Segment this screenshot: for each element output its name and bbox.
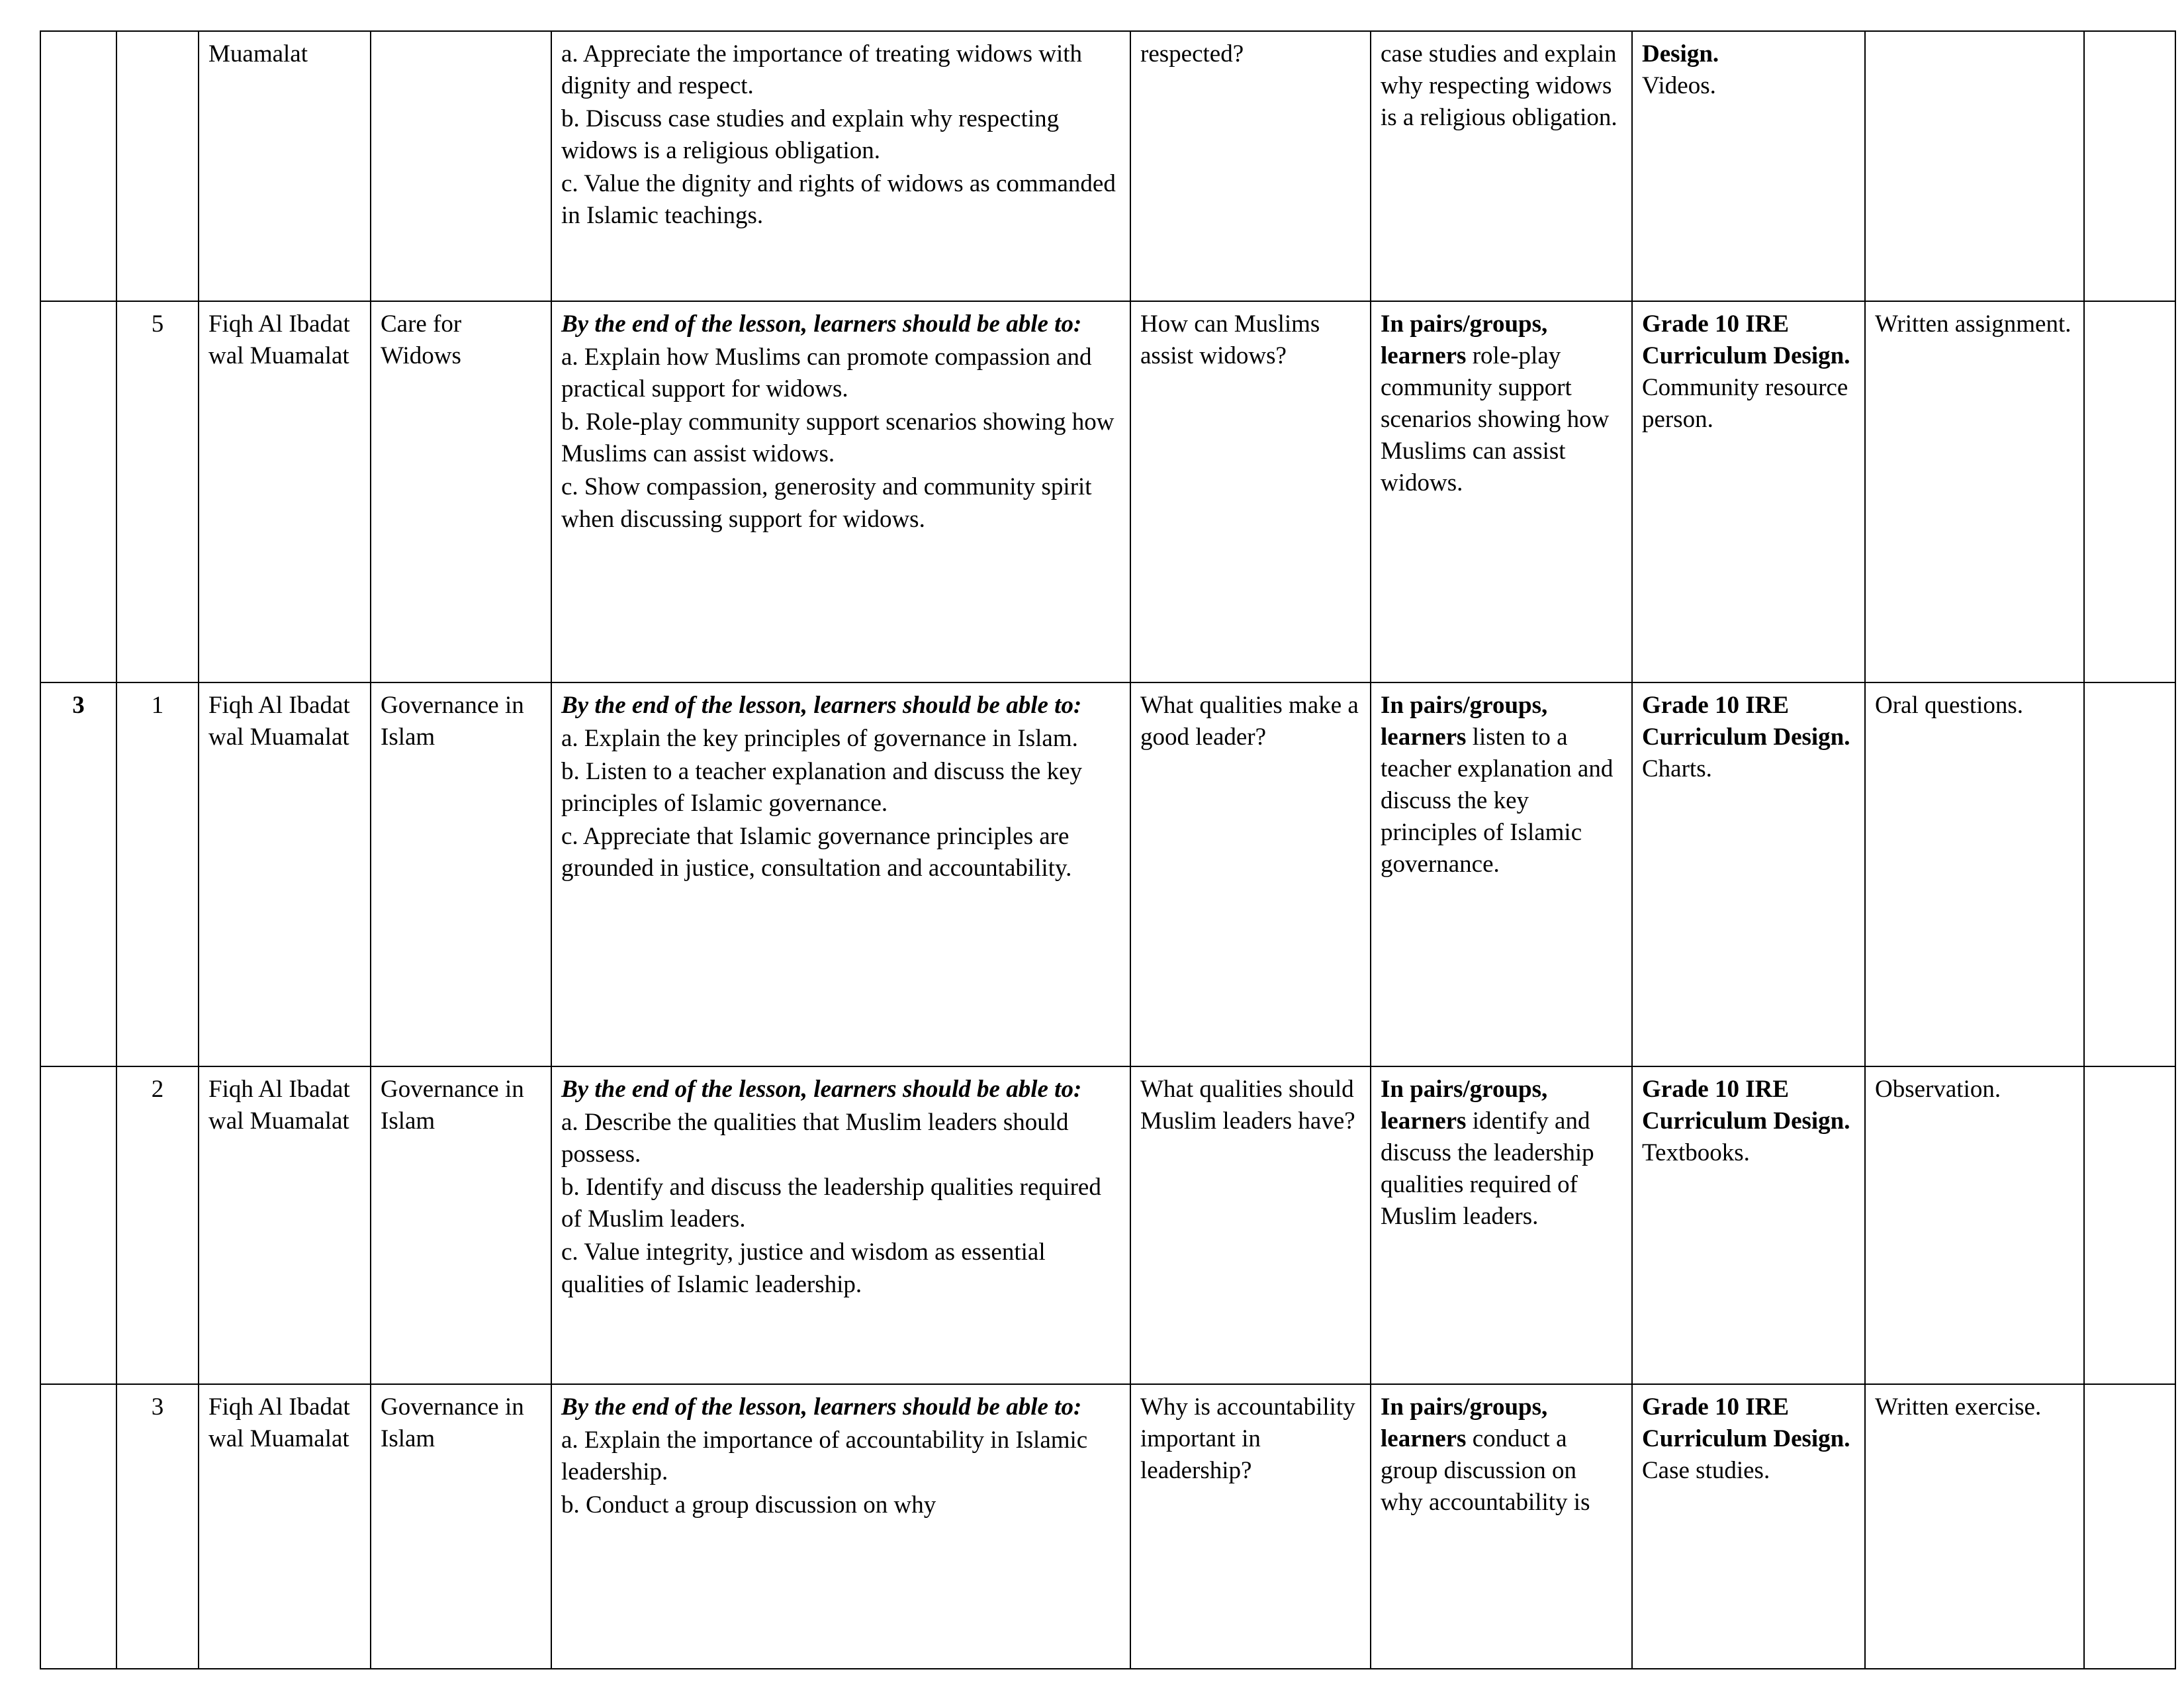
cell-lesson: 3	[116, 1384, 199, 1669]
cell-week	[40, 31, 116, 301]
cell-learning-resources	[1632, 682, 1865, 1066]
outcome-item: b. Listen to a teacher explanation and discuss the key principles of Islamic governance.	[561, 758, 1083, 818]
outcome-item: a. Explain how Muslims can promote compassion and practical support for widows.	[561, 344, 1092, 403]
cell-reflection	[2084, 1066, 2175, 1384]
experience-rest: conduct a group discussion on why accountability is	[1381, 1425, 1590, 1517]
cell-substrand: Care for Widows	[371, 301, 551, 682]
outcome-item: c. Value the dignity and rights of widows as commanded in Islamic teachings.	[561, 170, 1116, 230]
cell-week	[40, 1066, 116, 1384]
cell-learning-experience	[1371, 1066, 1632, 1384]
cell-learning-experience	[1371, 31, 1632, 301]
outcome-item: b. Discuss case studies and explain why respecting widows is a religious obligation.	[561, 105, 1060, 165]
outcome-item: a. Describe the qualities that Muslim leaders should possess.	[561, 1109, 1069, 1168]
cell-inquiry-question: How can Muslims assist widows?	[1130, 301, 1371, 682]
cell-strand: Muamalat	[199, 31, 371, 301]
cell-assessment	[1865, 31, 2084, 301]
experience-lead: In pairs/groups, learners	[1381, 310, 1548, 370]
outcome-heading: By the end of the lesson, learners should be able to:	[561, 1076, 1082, 1103]
cell-substrand: Governance in Islam	[371, 682, 551, 1066]
experience-lead: In pairs/groups, learners	[1381, 1393, 1548, 1453]
cell-week: 3	[40, 682, 116, 1066]
cell-substrand	[371, 31, 551, 301]
resource-extra: Case studies.	[1642, 1457, 1770, 1485]
resource-extra: Textbooks.	[1642, 1139, 1750, 1167]
outcome-item: a. Appreciate the importance of treating widows with dignity and respect.	[561, 40, 1083, 100]
cell-assessment: Written assignment.	[1865, 301, 2084, 682]
cell-learning-experience	[1371, 301, 1632, 682]
cell-substrand: Governance in Islam	[371, 1066, 551, 1384]
outcome-item: a. Explain the key principles of governance in Islam.	[561, 725, 1078, 753]
cell-inquiry-question: Why is accountability important in leadership?	[1130, 1384, 1371, 1669]
table-row	[40, 1384, 2175, 1669]
outcome-item: b. Conduct a group discussion on why	[561, 1491, 936, 1519]
outcome-item: c. Value integrity, justice and wisdom as essential qualities of Islamic leadership.	[561, 1239, 1046, 1298]
cell-strand: Fiqh Al Ibadat wal Muamalat	[199, 682, 371, 1066]
table-row	[40, 301, 2175, 682]
outcome-heading: By the end of the lesson, learners should be able to:	[561, 692, 1082, 719]
cell-assessment: Oral questions.	[1865, 682, 2084, 1066]
outcome-heading: By the end of the lesson, learners should be able to:	[561, 310, 1082, 338]
cell-outcomes	[551, 682, 1130, 1066]
cell-outcomes	[551, 31, 1130, 301]
cell-inquiry-question: What qualities make a good leader?	[1130, 682, 1371, 1066]
cell-lesson: 5	[116, 301, 199, 682]
cell-learning-resources	[1632, 1384, 1865, 1669]
experience-rest: listen to a teacher explanation and discuss the key principles of Islamic governance.	[1381, 724, 1614, 878]
cell-substrand: Governance in Islam	[371, 1384, 551, 1669]
outcome-item: a. Explain the importance of accountability in Islamic leadership.	[561, 1427, 1088, 1486]
cell-assessment: Written exercise.	[1865, 1384, 2084, 1669]
outcome-heading: By the end of the lesson, learners should be able to:	[561, 1393, 1082, 1421]
cell-reflection	[2084, 301, 2175, 682]
cell-learning-experience	[1371, 682, 1632, 1066]
table-row	[40, 1066, 2175, 1384]
experience-rest: case studies and explain why respecting widows is a religious obligation.	[1381, 40, 1617, 132]
resource-title: Grade 10 IRE Curriculum Design.	[1642, 692, 1850, 751]
cell-learning-resources	[1632, 301, 1865, 682]
cell-outcomes	[551, 301, 1130, 682]
outcome-item: c. Appreciate that Islamic governance principles are grounded in justice, consultation and accountability.	[561, 823, 1072, 882]
cell-reflection	[2084, 31, 2175, 301]
outcome-item: b. Identify and discuss the leadership qualities required of Muslim leaders.	[561, 1174, 1101, 1233]
scheme-of-work-sheet	[40, 30, 2175, 1669]
cell-strand: Fiqh Al Ibadat wal Muamalat	[199, 1066, 371, 1384]
experience-lead: In pairs/groups, learners	[1381, 692, 1548, 751]
table-row	[40, 31, 2175, 301]
experience-rest: role-play community support scenarios showing how Muslims can assist widows.	[1381, 342, 1610, 497]
cell-reflection	[2084, 682, 2175, 1066]
cell-inquiry-question: respected?	[1130, 31, 1371, 301]
cell-assessment: Observation.	[1865, 1066, 2084, 1384]
cell-learning-experience	[1371, 1384, 1632, 1669]
cell-learning-resources	[1632, 1066, 1865, 1384]
cell-strand: Fiqh Al Ibadat wal Muamalat	[199, 301, 371, 682]
table-row	[40, 682, 2175, 1066]
resource-extra: Videos.	[1642, 72, 1716, 100]
resource-extra: Charts.	[1642, 755, 1712, 783]
cell-learning-resources	[1632, 31, 1865, 301]
resource-title: Design.	[1642, 40, 1719, 68]
resource-title: Grade 10 IRE Curriculum Design.	[1642, 1393, 1850, 1453]
cell-week	[40, 301, 116, 682]
cell-strand: Fiqh Al Ibadat wal Muamalat	[199, 1384, 371, 1669]
cell-week	[40, 1384, 116, 1669]
outcome-item: b. Role-play community support scenarios showing how Muslims can assist widows.	[561, 408, 1115, 468]
cell-outcomes	[551, 1066, 1130, 1384]
outcome-item: c. Show compassion, generosity and community spirit when discussing support for widows.	[561, 473, 1092, 533]
cell-lesson	[116, 31, 199, 301]
cell-inquiry-question: What qualities should Muslim leaders have?	[1130, 1066, 1371, 1384]
cell-lesson: 2	[116, 1066, 199, 1384]
cell-reflection	[2084, 1384, 2175, 1669]
experience-rest: identify and discuss the leadership qualities required of Muslim leaders.	[1381, 1107, 1594, 1231]
resource-extra: Community resource person.	[1642, 374, 1848, 434]
cell-outcomes	[551, 1384, 1130, 1669]
resource-title: Grade 10 IRE Curriculum Design.	[1642, 1076, 1850, 1135]
scheme-of-work-table	[40, 30, 2176, 1669]
resource-title: Grade 10 IRE Curriculum Design.	[1642, 310, 1850, 370]
cell-lesson: 1	[116, 682, 199, 1066]
experience-lead: In pairs/groups, learners	[1381, 1076, 1548, 1135]
